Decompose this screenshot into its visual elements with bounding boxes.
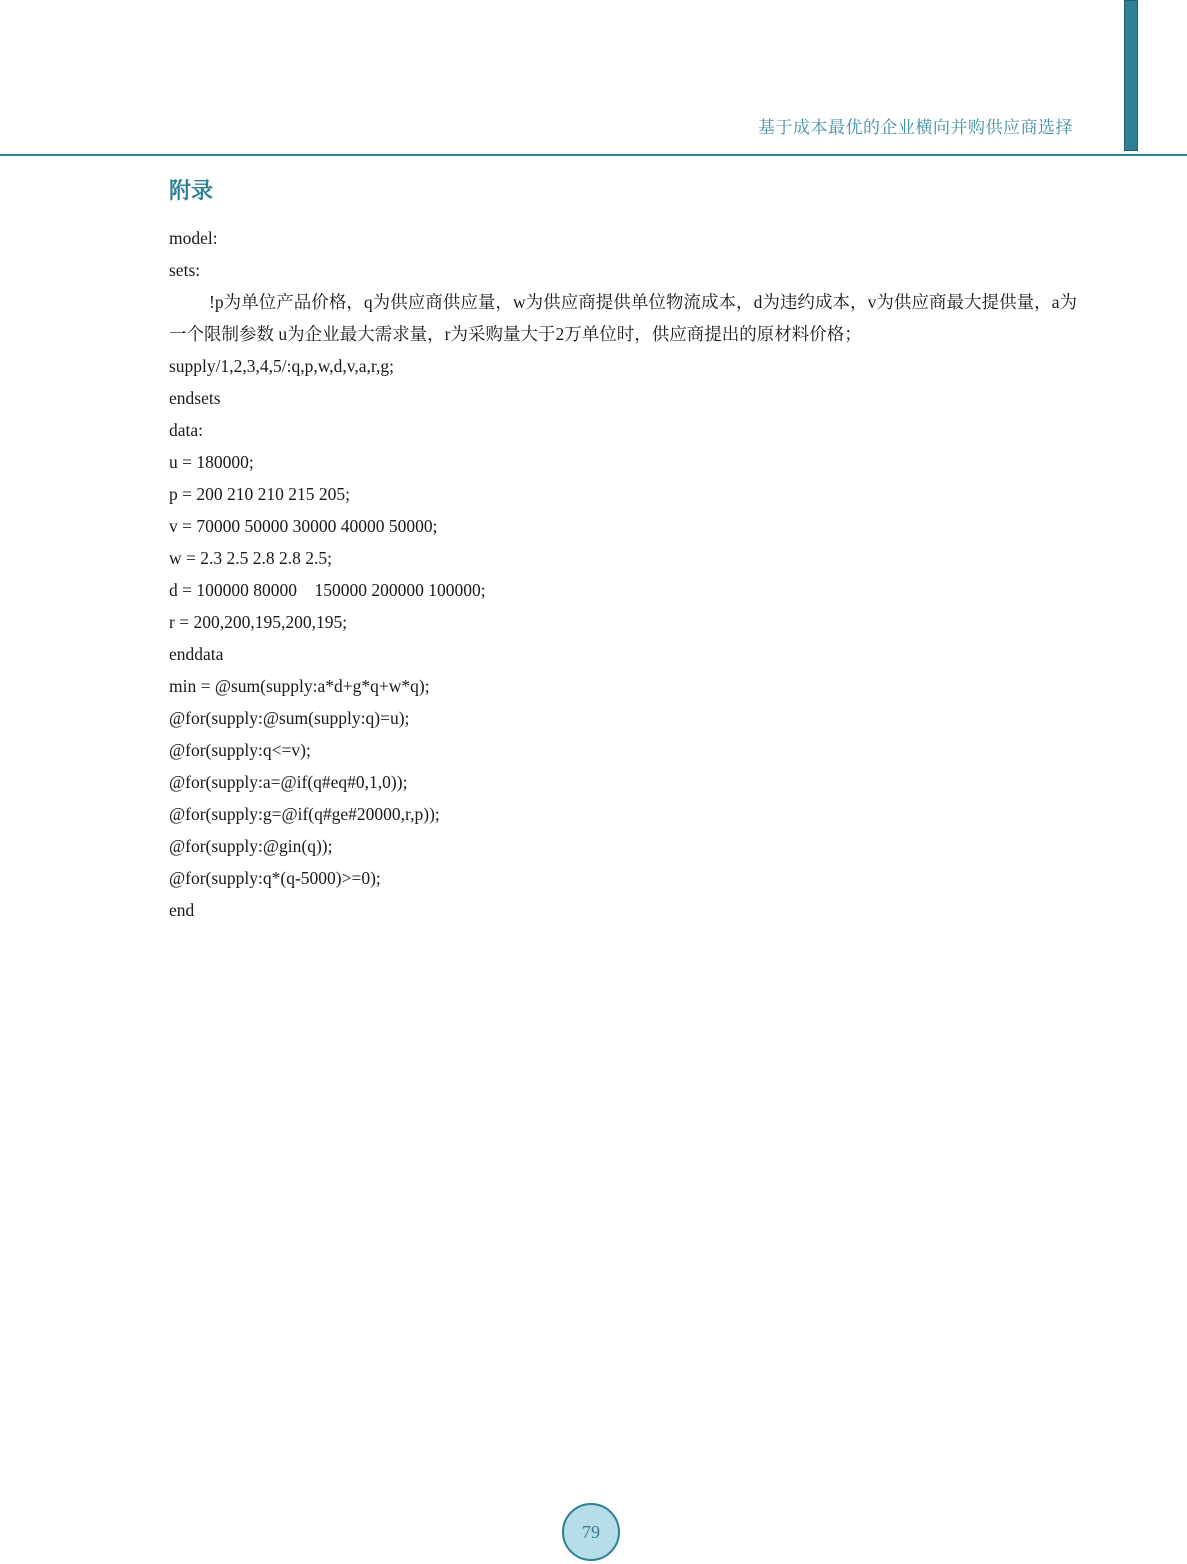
code-comment: !p为单位产品价格，q为供应商供应量，w为供应商提供单位物流成本，d为违约成本，v为供应商最大提供量，a为一个限制参数 u为企业最大需求量，r为采购量大于2万单位时，供应商提出的原材料价格； bbox=[169, 292, 1077, 344]
code-line: model: bbox=[169, 228, 218, 248]
page-number-badge bbox=[562, 1503, 620, 1561]
code-line: min = @sum(supply:a*d+g*q+w*q); bbox=[169, 676, 430, 696]
code-line: @for(supply:g=@if(q#ge#20000,r,p)); bbox=[169, 804, 440, 824]
code-line: r = 200,200,195,200,195; bbox=[169, 612, 348, 632]
header-rule bbox=[0, 154, 1187, 156]
running-header: 基于成本最优的企业横向并购供应商选择 bbox=[758, 118, 1073, 137]
code-line: @for(supply:@sum(supply:q)=u); bbox=[169, 708, 410, 728]
code-line: w = 2.3 2.5 2.8 2.8 2.5; bbox=[169, 548, 332, 568]
page-number: 79 bbox=[582, 1521, 600, 1542]
code-line: v = 70000 50000 30000 40000 50000; bbox=[169, 516, 438, 536]
decorative-side-bar bbox=[1124, 0, 1138, 151]
code-line: d = 100000 80000 150000 200000 100000; bbox=[169, 580, 486, 600]
code-line: p = 200 210 210 215 205; bbox=[169, 484, 350, 504]
code-line: @for(supply:a=@if(q#eq#0,1,0)); bbox=[169, 772, 408, 792]
code-line: u = 180000; bbox=[169, 452, 254, 472]
code-line: @for(supply:q<=v); bbox=[169, 740, 311, 760]
code-line: end bbox=[169, 900, 195, 920]
code-line: sets: bbox=[169, 260, 201, 280]
code-line: @for(supply:@gin(q)); bbox=[169, 836, 333, 856]
code-line: endsets bbox=[169, 388, 221, 408]
code-line: enddata bbox=[169, 644, 224, 664]
code-listing bbox=[169, 222, 1077, 926]
code-line: supply/1,2,3,4,5/:q,p,w,d,v,a,r,g; bbox=[169, 356, 395, 376]
code-line: @for(supply:q*(q-5000)>=0); bbox=[169, 868, 381, 888]
code-line: data: bbox=[169, 420, 204, 440]
section-title: 附录 bbox=[169, 179, 214, 204]
